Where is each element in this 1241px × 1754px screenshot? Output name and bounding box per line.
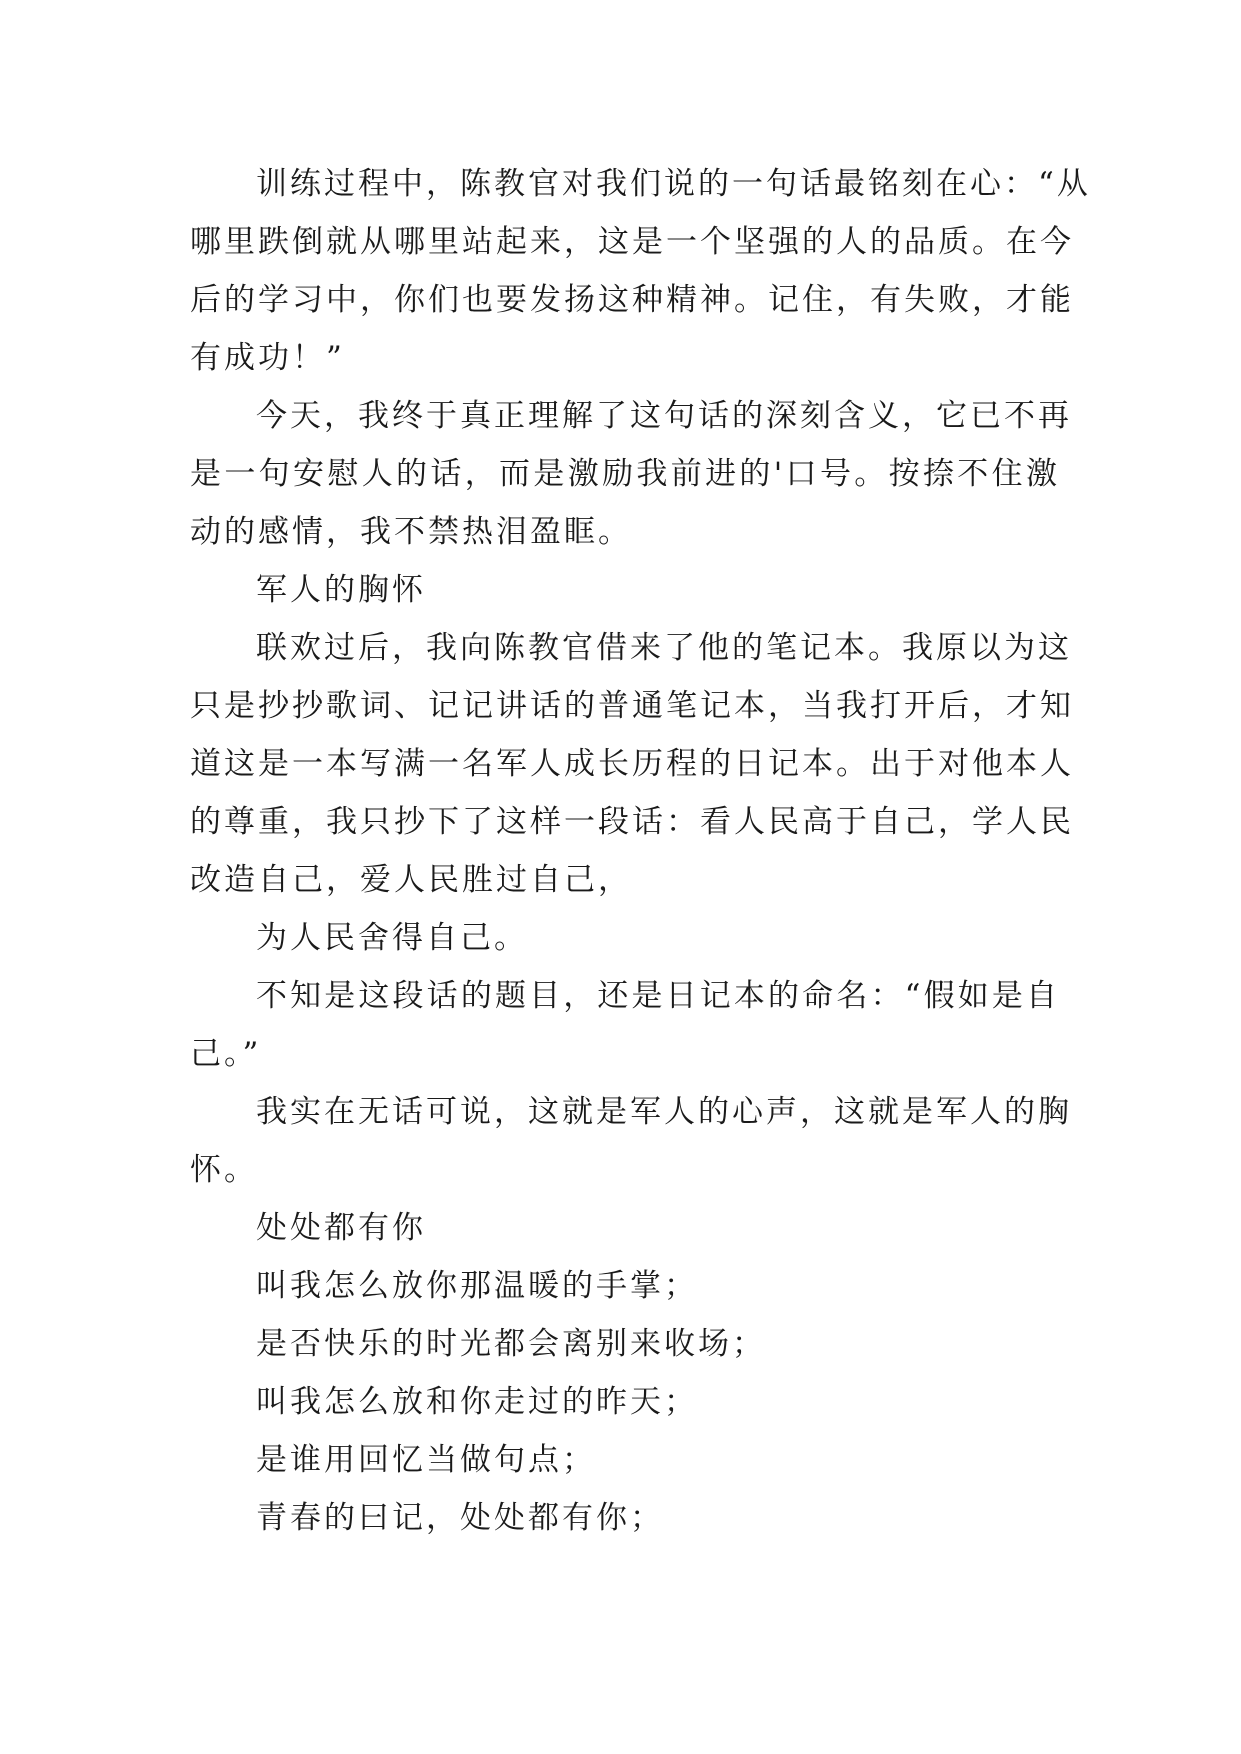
paragraph-title-question [190,967,1060,1083]
text-line: 道这是一本写满一名军人成长历程的日记本。出于对他本人 [190,746,1074,782]
text-line: 只是抄抄歌词、记记讲话的普通笔记本，当我打开后，才知 [190,688,1074,724]
lyric-line [190,1315,1060,1373]
lyric-line [190,1431,1060,1489]
paragraph-understanding [190,387,1072,561]
text-line: 后的学习中，你们也要发扬这种精神。记住，有失败，才能 [190,282,1074,318]
text-line: 青春的曰记，处处都有你； [256,1500,664,1536]
paragraph-notebook [190,619,1074,909]
paragraph-for-the-people [190,909,1060,967]
paragraph-training-quote [190,155,1091,387]
lyric-line [190,1257,1060,1315]
lyric-line [190,1489,1060,1547]
text-line: 怀。 [190,1152,258,1188]
text-line: 叫我怎么放你那温暖的手掌； [256,1268,698,1304]
text-line: 改造自己，爱人民胜过自己， [190,862,632,898]
section-heading-soldier-heart [190,561,1060,619]
text-line: 叫我怎么放和你走过的昨天； [256,1384,698,1420]
text-line: 动的感情，我不禁热泪盈眶。 [190,514,632,550]
text-line: 训练过程中，陈教官对我们说的一句话最铭刻在心：“从 [256,166,1091,202]
section-heading: 处处都有你 [256,1210,426,1246]
document-body [190,155,1091,1547]
text-line: 是谁用回忆当做句点； [256,1442,596,1478]
text-line: 我实在无话可说，这就是军人的心声，这就是军人的胸 [256,1094,1072,1130]
lyric-line [190,1373,1060,1431]
text-line: 哪里跌倒就从哪里站起来，这是一个坚强的人的品质。在今 [190,224,1074,260]
text-line: 不知是这段话的题目，还是日记本的命名：“假如是自 [256,978,1060,1014]
text-line: 为人民舍得自己。 [256,920,528,956]
text-line: 己。” [190,1036,262,1072]
text-line: 联欢过后，我向陈教官借来了他的笔记本。我原以为这 [256,630,1072,666]
section-heading-everywhere-you [190,1199,1060,1257]
text-line: 的尊重，我只抄下了这样一段话：看人民高于自己，学人民 [190,804,1074,840]
text-line: 是一句安慰人的话，而是激励我前进的'口号。按捺不住激 [190,456,1060,492]
paragraph-speechless [190,1083,1072,1199]
text-line: 有成功！” [190,340,345,376]
text-line: 今天，我终于真正理解了这句话的深刻含义，它已不再 [256,398,1072,434]
section-heading: 军人的胸怀 [256,572,426,608]
text-line: 是否快乐的时光都会离别来收场； [256,1326,766,1362]
